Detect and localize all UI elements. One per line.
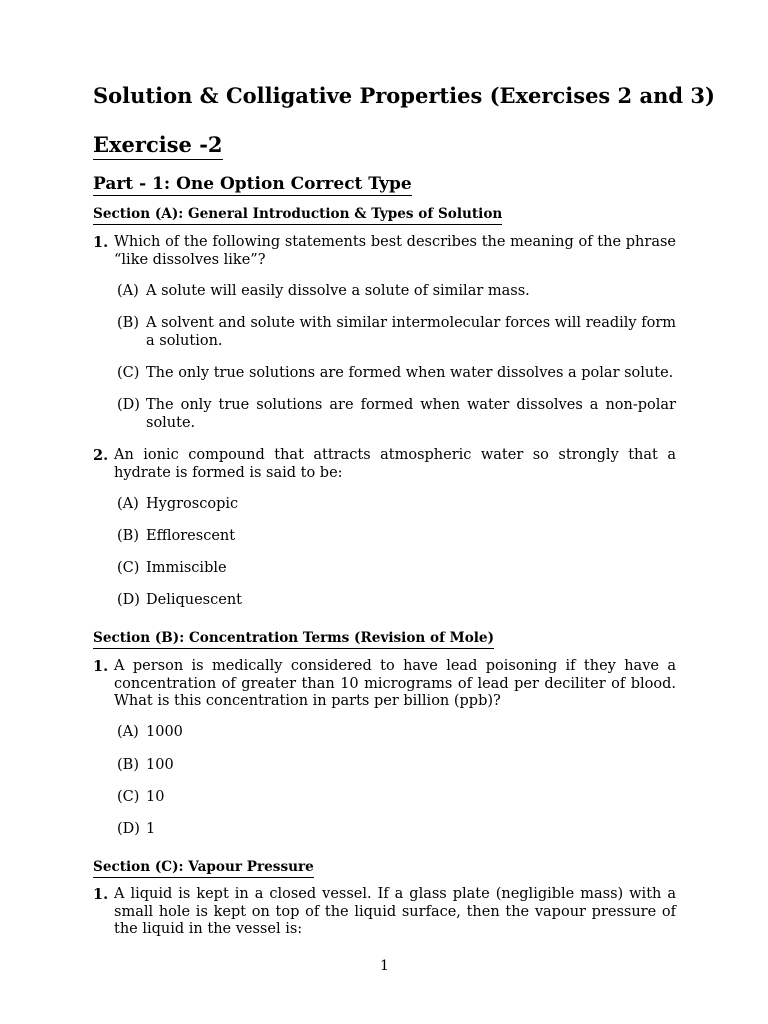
option-label: (A) <box>117 724 139 740</box>
option-a1-c <box>117 365 676 383</box>
option-text: 10 <box>146 789 165 805</box>
document-title: Solution & Colligative Properties (Exercises 2 and 3) <box>93 83 715 108</box>
option-a2-a <box>117 496 676 514</box>
option-b1-c <box>117 789 676 807</box>
question-number: 1. <box>93 886 109 903</box>
question-number: 2. <box>93 447 109 464</box>
question-a1 <box>93 234 676 269</box>
part-title: Part - 1: One Option Correct Type <box>93 174 412 194</box>
question-text: A person is medically considered to have lead poisoning if they have a concentration of greater than 10 micrograms of lead per deciliter of blood. What is this concentration in parts per billion (ppb)? <box>114 658 676 709</box>
option-text: Deliquescent <box>146 592 242 608</box>
exercise-title: Exercise -2 <box>93 131 223 160</box>
section-title-b: Section (B): Concentration Terms (Revision of Mole) <box>93 630 494 649</box>
option-label: (D) <box>117 592 140 608</box>
section-title-c: Section (C): Vapour Pressure <box>93 859 314 878</box>
option-text: Immiscible <box>146 560 227 576</box>
option-a2-b <box>117 528 676 546</box>
option-text: A solute will easily dissolve a solute of similar mass. <box>146 283 530 299</box>
question-b1 <box>93 658 676 711</box>
question-c1 <box>93 886 676 939</box>
option-text: A solvent and solute with similar intermolecular forces will readily form a solution. <box>146 315 676 349</box>
option-text: 1 <box>146 821 156 837</box>
question-number: 1. <box>93 658 109 675</box>
option-text: Hygroscopic <box>146 496 239 512</box>
option-text: The only true solutions are formed when water dissolves a polar solute. <box>146 365 674 381</box>
option-label: (D) <box>117 821 140 837</box>
option-text: 1000 <box>146 724 183 740</box>
option-label: (C) <box>117 560 140 576</box>
option-label: (C) <box>117 365 140 381</box>
option-a2-d <box>117 592 676 610</box>
option-text: Efflorescent <box>146 528 236 544</box>
question-text: Which of the following statements best describes the meaning of the phrase “like dissolves like”? <box>114 234 676 268</box>
document-page <box>93 0 715 1024</box>
option-label: (D) <box>117 397 140 413</box>
option-label: (C) <box>117 789 140 805</box>
option-b1-d <box>117 821 676 839</box>
option-b1-a <box>117 724 676 742</box>
option-label: (A) <box>117 283 139 299</box>
option-label: (B) <box>117 757 139 773</box>
section-title-a: Section (A): General Introduction & Types of Solution <box>93 206 502 225</box>
option-label: (A) <box>117 496 139 512</box>
option-label: (B) <box>117 315 139 331</box>
option-label: (B) <box>117 528 139 544</box>
option-a1-d <box>117 397 676 432</box>
option-b1-b <box>117 757 676 775</box>
question-text: An ionic compound that attracts atmospheric water so strongly that a hydrate is formed is said to be: <box>114 447 676 481</box>
option-a1-a <box>117 283 676 301</box>
question-text: A liquid is kept in a closed vessel. If a glass plate (negligible mass) with a small hole is kept on top of the liquid surface, then the vapour pressure of the liquid in the vessel is: <box>114 886 676 937</box>
option-a2-c <box>117 560 676 578</box>
option-text: 100 <box>146 757 174 773</box>
page-number: 1 <box>380 958 389 974</box>
question-number: 1. <box>93 234 109 251</box>
option-a1-b <box>117 315 676 350</box>
question-a2 <box>93 447 676 482</box>
option-text: The only true solutions are formed when water dissolves a non-polar solute. <box>146 397 676 431</box>
